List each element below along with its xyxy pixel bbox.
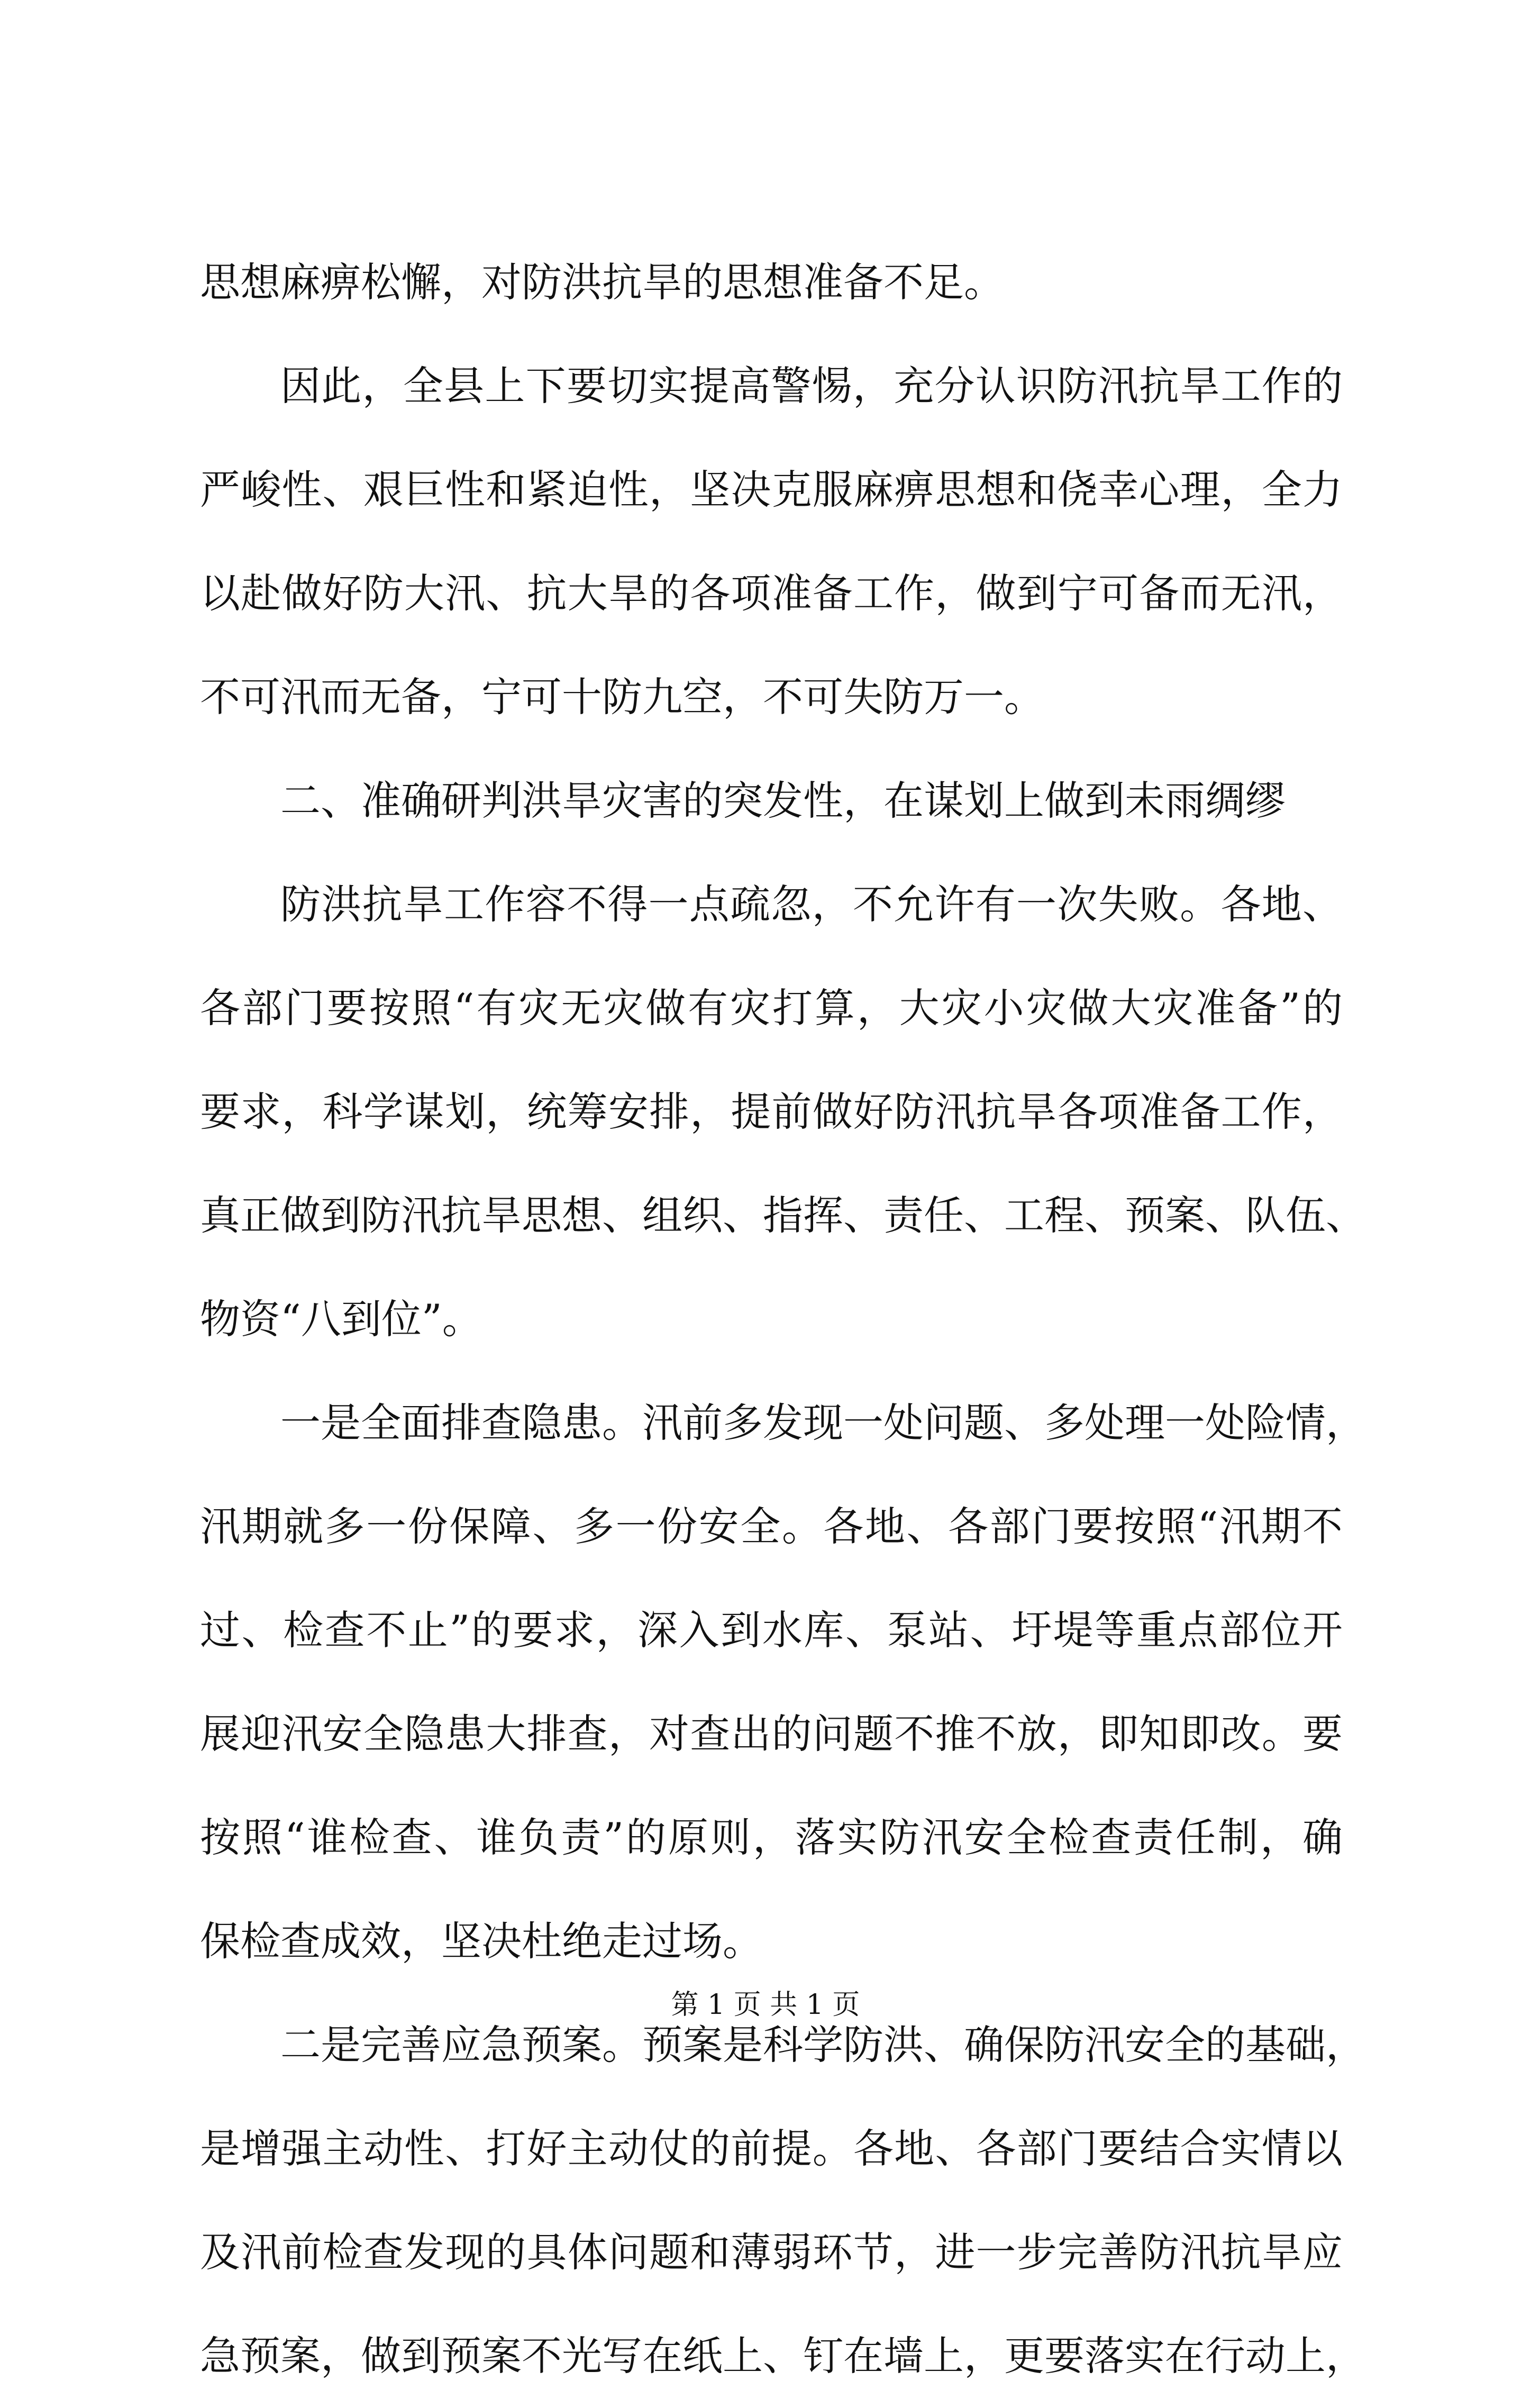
paragraph-line: 保检查成效，坚决杜绝走过场。 <box>200 1918 763 1965</box>
paragraph-line: 急预案，做到预案不光写在纸上、钉在墙上，更要落实在行动上， <box>200 2332 1366 2379</box>
paragraph-line: 防洪抗旱工作容不得一点疏忽，不允许有一次失败。各地、 <box>280 881 1343 928</box>
section-heading: 二、准确研判洪旱灾害的突发性，在谋划上做到未雨绸缪 <box>280 777 1286 824</box>
paragraph-line: 及汛前检查发现的具体问题和薄弱环节，进一步完善防汛抗旱应 <box>200 2229 1343 2276</box>
paragraph-line: 以赴做好防大汛、抗大旱的各项准备工作，做到宁可备而无汛， <box>200 570 1343 617</box>
paragraph-line: 物资“八到位”。 <box>200 1296 482 1343</box>
paragraph-line: 是增强主动性、打好主动仗的前提。各地、各部门要结合实情以 <box>200 2125 1343 2172</box>
page-footer: 第 1 页 共 1 页 <box>671 1989 860 2021</box>
paragraph-line: 要求，科学谋划，统筹安排，提前做好防汛抗旱各项准备工作， <box>200 1088 1343 1135</box>
paragraph-line: 汛期就多一份保障、多一份安全。各地、各部门要按照“汛期不 <box>200 1503 1343 1550</box>
paragraph-line: 思想麻痹松懈，对防洪抗旱的思想准备不足。 <box>200 259 1004 306</box>
paragraph-line: 展迎汛安全隐患大排查，对查出的问题不推不放，即知即改。要 <box>200 1710 1343 1757</box>
paragraph-line: 过、检查不止”的要求，深入到水库、泵站、圩堤等重点部位开 <box>200 1607 1343 1654</box>
paragraph-line: 不可汛而无备，宁可十防九空，不可失防万一。 <box>200 673 1044 720</box>
paragraph-line: 因此，全县上下要切实提高警惕，充分认识防汛抗旱工作的 <box>280 362 1343 409</box>
paragraph-line: 各部门要按照“有灾无灾做有灾打算，大灾小灾做大灾准备”的 <box>200 984 1343 1032</box>
paragraph-line: 真正做到防汛抗旱思想、组织、指挥、责任、工程、预案、队伍、 <box>200 1192 1366 1239</box>
paragraph-line: 严峻性、艰巨性和紧迫性，坚决克服麻痹思想和侥幸心理，全力 <box>200 466 1343 513</box>
paragraph-line: 一是全面排查隐患。汛前多发现一处问题、多处理一处险情， <box>280 1399 1366 1446</box>
paragraph-line: 二是完善应急预案。预案是科学防洪、确保防汛安全的基础， <box>280 2021 1366 2068</box>
document-body <box>200 231 1366 2408</box>
paragraph-line: 按照“谁检查、谁负责”的原则，落实防汛安全检查责任制，确 <box>200 1814 1343 1861</box>
